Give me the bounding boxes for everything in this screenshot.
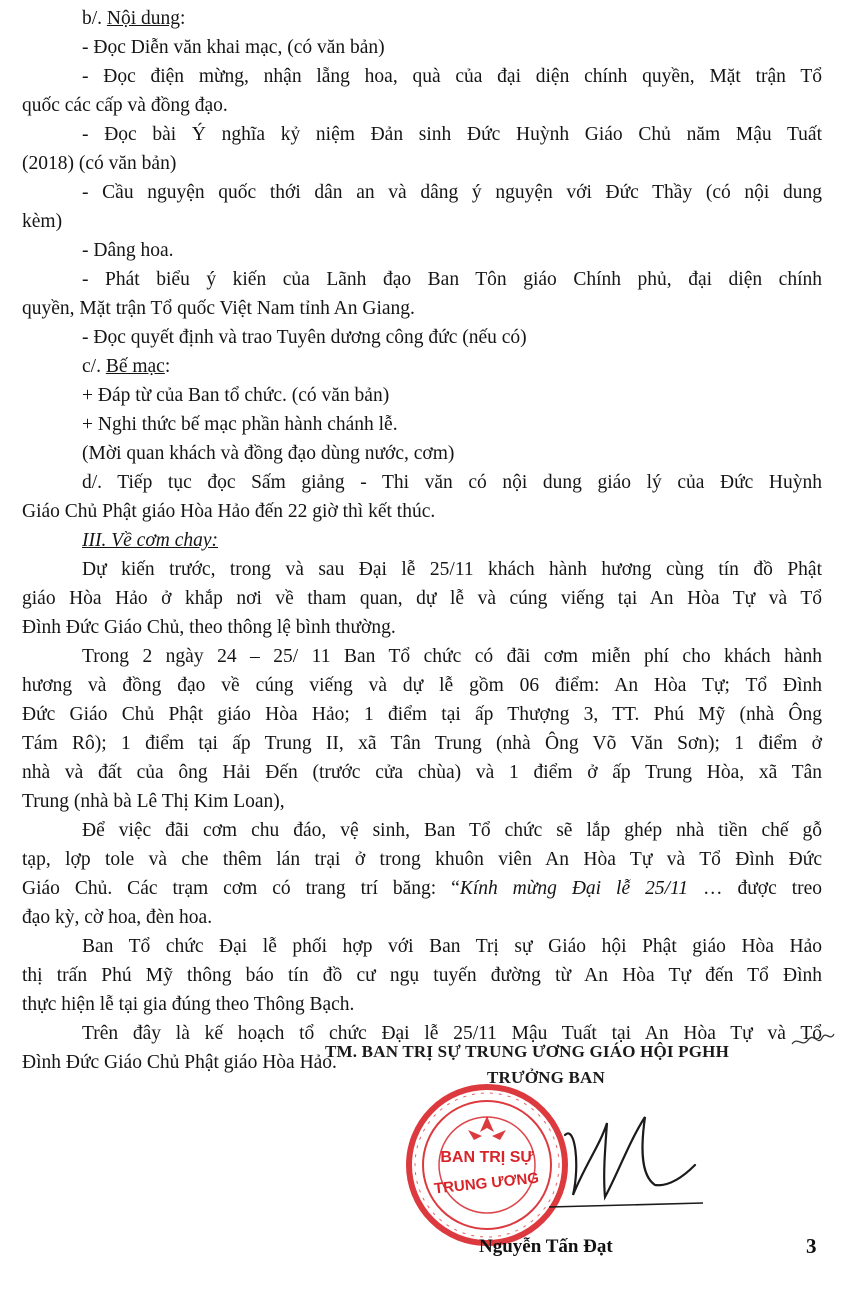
list-item: - Cầu nguyện quốc thới dân an và dâng ý nguyện với Đức Thầy (có nội dung — [82, 182, 822, 203]
list-item: quyền, Mặt trận Tổ quốc Việt Nam tỉnh An Giang. — [22, 298, 415, 319]
paragraph-line: Đình Đức Giáo Chủ, theo thông lệ bình thường. — [22, 617, 396, 638]
signature-org: TM. BAN TRỊ SỰ TRUNG ƯƠNG GIÁO HỘI PGHH — [325, 1042, 730, 1061]
handwritten-signature — [545, 1105, 705, 1215]
paragraph-line: Dự kiến trước, trong và sau Đại lễ 25/11 khách hành hương cùng tín đồ Phật — [82, 559, 822, 580]
paragraph-line: thực hiện lễ tại gia đúng theo Thông Bạch. — [22, 994, 355, 1015]
list-item: - Đọc Diễn văn khai mạc, (có văn bản) — [82, 37, 385, 58]
list-item: quốc các cấp và đồng đạo. — [22, 95, 228, 116]
section-d-line: d/. Tiếp tục đọc Sấm giảng - Thi văn có nội dung giáo lý của Đức Huỳnh — [82, 472, 822, 493]
paragraph-line: hương và đồng đạo về cúng viếng và dự lễ gồm 06 điểm: An Hòa Tự; Tổ Đình — [22, 675, 822, 696]
list-item: (2018) (có văn bản) — [22, 153, 177, 174]
paragraph-line: Tám Rô); 1 điểm tại ấp Trung II, xã Tân Trung (nhà Ông Võ Văn Sơn); 1 điểm ở — [22, 733, 822, 754]
paragraph-line: nhà và đất của ông Hải Đến (trước cửa chùa) và 1 điểm ở ấp Trung Hòa, xã Tân — [22, 762, 822, 783]
paragraph-line: thị trấn Phú Mỹ thông báo tín đồ cư ngụ tuyến đường từ An Hòa Tự đến Tổ Đình — [22, 965, 822, 986]
list-item: + Đáp từ của Ban tổ chức. (có văn bản) — [82, 385, 390, 406]
paragraph-line: giáo Hòa Hảo ở khắp nơi về tham quan, dự lễ và cúng viếng tại An Hòa Tự và Tổ — [22, 588, 822, 609]
paragraph-line: Đức Giáo Chủ Phật giáo Hòa Hảo; 1 điểm tại ấp Thượng 3, TT. Phú Mỹ (nhà Ông — [22, 704, 822, 725]
list-item: - Dâng hoa. — [82, 240, 174, 261]
list-item: - Đọc bài Ý nghĩa kỷ niệm Đản sinh Đức Huỳnh Giáo Chủ năm Mậu Tuất — [82, 124, 822, 145]
paragraph-line: Giáo Chủ. Các trạm cơm có trang trí băng: “Kính mừng Đại lễ 25/11 … được treo — [22, 878, 823, 899]
stamp-top-text: BAN TRỊ SỰ — [440, 1149, 534, 1166]
stamp-bottom-text: TRUNG ƯƠNG — [433, 1169, 540, 1198]
signature-title: TRƯỞNG BAN — [487, 1068, 606, 1087]
list-item: - Đọc điện mừng, nhận lẵng hoa, quà của đại diện chính quyền, Mặt trận Tổ — [82, 66, 822, 87]
paragraph-line: Trung (nhà bà Lê Thị Kim Loan), — [22, 791, 285, 812]
list-item: kèm) — [22, 211, 63, 232]
paragraph-line: Đình Đức Giáo Chủ Phật giáo Hòa Hảo. — [22, 1052, 337, 1073]
section-d-line: Giáo Chủ Phật giáo Hòa Hảo đến 22 giờ thì kết thúc. — [22, 501, 436, 522]
paragraph-line: Ban Tổ chức Đại lễ phối hợp với Ban Trị sự Giáo hội Phật giáo Hòa Hảo — [82, 936, 822, 957]
paragraph-line: Trong 2 ngày 24 – 25/ 11 Ban Tổ chức có đãi cơm miễn phí cho khách hành — [82, 646, 822, 667]
paragraph-line: tạp, lợp tole và che thêm lán trại ở trong khuôn viên An Hòa Tự và Tổ Đình Đức — [22, 849, 822, 870]
list-item: + Nghi thức bế mạc phần hành chánh lễ. — [82, 414, 398, 435]
signer-name: Nguyễn Tấn Đạt — [479, 1236, 613, 1257]
paragraph-line: Trên đây là kế hoạch tổ chức Đại lễ 25/11 Mậu Tuất tại An Hòa Tự và Tổ — [82, 1023, 822, 1044]
paragraph-line: đạo kỳ, cờ hoa, đèn hoa. — [22, 907, 213, 928]
list-item: - Đọc quyết định và trao Tuyên dương công đức (nếu có) — [82, 327, 527, 348]
section-b-heading: b/. Nội dung: — [82, 8, 186, 29]
page-number: 3 — [806, 1234, 817, 1258]
list-item: (Mời quan khách và đồng đạo dùng nước, cơm) — [82, 443, 455, 464]
list-item: - Phát biểu ý kiến của Lãnh đạo Ban Tôn giáo Chính phủ, đại diện chính — [82, 269, 822, 290]
handwritten-mark-icon — [790, 1030, 836, 1052]
section-c-heading: c/. Bế mạc: — [82, 356, 171, 377]
paragraph-line: Để việc đãi cơm chu đáo, vệ sinh, Ban Tổ chức sẽ lắp ghép nhà tiền chế gỗ — [82, 820, 822, 841]
section-iii-heading: III. Về cơm chay: — [82, 530, 218, 551]
